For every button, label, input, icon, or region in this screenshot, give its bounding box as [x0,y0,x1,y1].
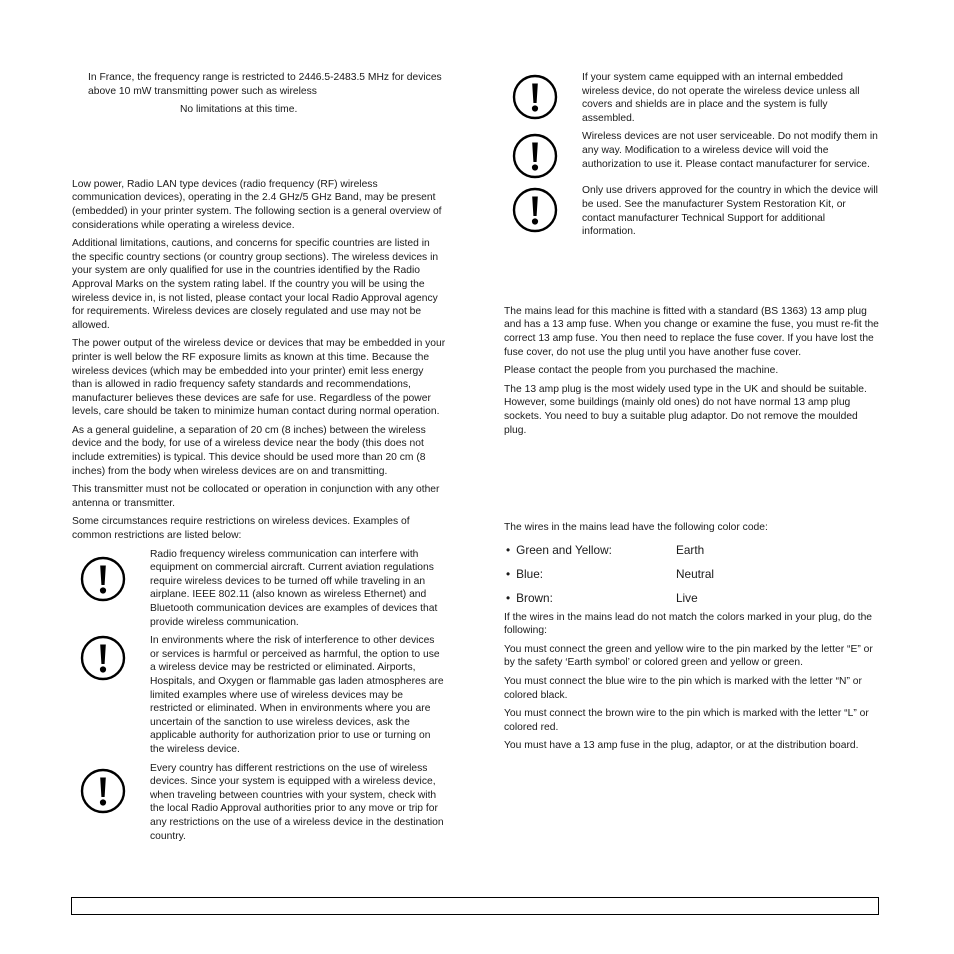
warning-text: Wireless devices are not user serviceable. Do not modify them in any way. Modification to a wireless device will void the authorization to use it. Please contact manufacturer for service. [582,131,878,170]
wire-color: • Brown: [506,591,676,605]
warning-exclamation-icon [80,635,126,681]
warning-item [504,130,880,179]
warning-exclamation-icon [512,74,558,120]
warning-item [504,184,880,238]
warning-text: Radio frequency wireless communication can interfere with equipment on commercial aircraft. Current aviation regulations require wireless devices to be turned off while traveling in an airplane. IEEE 802.11 (also known as wireless Ethernet) and Bluetooth communication devices are examples of devices that provide wireless communication. [150,548,438,628]
warning-exclamation-icon [512,133,558,179]
wire-color-row [504,567,880,581]
paragraph: You must have a 13 amp fuse in the plug, adaptor, or at the distribution board. [504,740,859,752]
no-limitations-note: No limitations at this time. [180,104,298,116]
paragraph: The mains lead for this machine is fitted with a standard (BS 1363) 13 amp plug and has a 13 amp fuse. When you change or examine the fuse, you must re-fit the correct 13 amp fuse. You then need to replace the fuse cover. If you have lost the fuse cover, do not use the plug until you have another fuse cover. [504,305,879,358]
warning-text: If your system came equipped with an internal embedded wireless device, do not operate the wireless device unless all covers and shields are in place and the system is fully assembled. [582,72,860,124]
france-note: In France, the frequency range is restricted to 2446.5-2483.5 MHz for devices above 10 mW transmitting power such as wireless [88,72,442,97]
paragraph: As a general guideline, a separation of 20 cm (8 inches) between the wireless device and the body, for use of a wireless device near the body (this does not include extremities) is typical. This device should be used more than 20 cm (8 inches) from the body when wireless devices are on and transmitting. [72,424,426,477]
paragraph: Please contact the people from you purchased the machine. [504,365,779,377]
paragraph: The power output of the wireless device or devices that may be embedded in your printer is well below the RF exposure limits as known at this time. Because the wireless devices (which may be embedded into your printer) emit less energy than is allowed in radio frequency safety standards and recommendations, manufacturer believes these devices are safe for use. Regardless of the power levels, care should be taken to minimize human contact during normal operation. [72,338,446,418]
wire-color: • Green and Yellow: [506,543,676,557]
wire-color-row [504,591,880,605]
warning-item [504,71,880,125]
warning-text: Every country has different restrictions on the use of wireless devices. Since your system is equipped with a wireless device, when traveling between countries with your system, check with the local Radio Approval authorities prior to any move or trip for any restrictions on the use of a wireless device in the destination country. [150,762,444,842]
paragraph: Additional limitations, cautions, and concerns for specific countries are listed in the specific country sections (or country group sections). The wireless devices in your system are only qualified for use in the countries identified by the Radio Approval Marks on the system rating label. If the country you will be using the wireless device in, is not listed, please contact your local Radio Approval agency for requirements. Wireless devices are closely regulated and use may not be allowed. [72,238,439,331]
paragraph: You must connect the green and yellow wire to the pin marked by the letter “E” or by the safety ‘Earth symbol’ or colored green and yellow or green. [504,643,873,669]
paragraph: If the wires in the mains lead do not match the colors marked in your plug, do the following: [504,611,873,637]
wire-meaning: Live [676,590,698,605]
paragraph: Some circumstances require restrictions on wireless devices. Examples of common restrictions are listed below: [72,516,410,542]
wire-meaning: Neutral [676,566,715,581]
paragraph: Low power, Radio LAN type devices (radio frequency (RF) wireless communication devices), operating in the 2.4 GHz/5 GHz Band, may be present (embedded) in your printer system. The following section is a general overview of considerations while operating a wireless device. [72,178,442,231]
footer-bar [71,897,879,915]
warning-exclamation-icon [512,187,558,233]
wire-color: • Blue: [506,567,676,581]
paragraph: You must connect the brown wire to the pin which is marked with the letter “L” or colored red. [504,708,869,733]
wire-color-row [504,543,880,557]
warning-exclamation-icon [80,556,126,602]
wires-intro: The wires in the mains lead have the following color code: [504,522,768,534]
warning-item [72,634,446,756]
right-column [504,71,880,758]
warning-exclamation-icon [80,768,126,814]
warning-item [72,548,446,630]
paragraph: This transmitter must not be collocated or operation in conjunction with any other antenna or transmitter. [72,484,440,509]
warning-text: Only use drivers approved for the country in which the device will be used. See the manufacturer System Restoration Kit, or contact manufacturer Technical Support for additional information. [582,185,878,238]
paragraph: The 13 amp plug is the most widely used type in the UK and should be suitable. However, some buildings (mainly old ones) do not have normal 13 amp plug sockets. You need to buy a suitable plug adaptor. Do not remove the moulded plug. [504,383,867,436]
left-column [72,71,446,848]
wire-meaning: Earth [676,542,705,557]
warning-item [72,762,446,844]
warning-text: In environments where the risk of interference to other devices or services is harmful or perceived as harmful, the option to use a wireless device may be restricted or eliminated. Airports, Hospitals, and Oxygen or flammable gas laden atmospheres are limited examples where use of wireless devices may be restricted or eliminated. When in environments where you are uncertain of the sanction to use wireless devices, ask the applicable authority for authorization prior to use or turning on the wireless device. [150,635,444,755]
paragraph: You must connect the blue wire to the pin which is marked with the letter “N” or colored black. [504,676,862,701]
